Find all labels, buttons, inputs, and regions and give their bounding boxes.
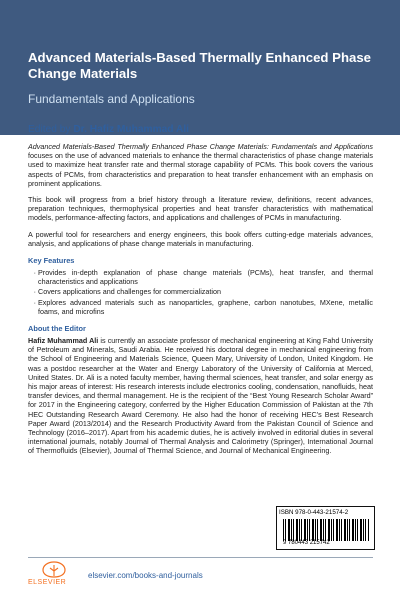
description-paragraph-2: This book will progress from a brief history through a literature review, definitions, recent advances, preparation techniques, thermophysical properties and heat transfer characteristics with mathematical models, performance-affecting factors, and applications and challenges of PCMs in manufacturing. [28,195,373,223]
footer [28,560,373,590]
back-cover-body [28,142,373,463]
about-editor-title: About the Editor [28,324,86,334]
elsevier-tree-icon [28,560,80,580]
description-paragraph-3: A powerful tool for researchers and energy engineers, this book offers cutting-edge materials advances, analysis, and applications of phase change materials in manufacturing. [28,229,373,248]
editor-name: Dr. Hafiz Muhammad Ali [73,124,189,135]
book-subtitle: Fundamentals and Applications [28,92,195,106]
about-editor-text [28,336,373,456]
description-paragraph-1 [28,142,373,188]
about-editor-name: Hafiz Muhammad Ali [28,336,99,346]
key-features-title: Key Features [28,256,75,266]
about-editor-bio: is currently an associate professor of mechanical engineering at King Fahd University of Petroleum and Minerals, Saudi Arabia. He received his doctoral degree in mechanical engineering from the School of Engineering and Materials Science, Queen Mary, University of London, United Kingdom. He was a postdoc researcher at the Water and Energy Laboratory of the University of California at Merced, United States. Dr. Ali is a noted faculty member, having thermal sciences, heat transfer, and solar energy as his major areas of interest: His research interests include electronics cooling, condensation, nanofluids, heat transfer devices, and thermal management. He is the recipient of the “Best Young Research Scholar Award” for 2017 in the Engineering category, conferred by the Higher Education Commission of Pakistan at the 7th HEC Outstanding Research Award Ceremony. He also had the honor of receiving HEC's Best Research Paper Award (2013/2014) and the Research Productivity Award from the Pakistan Council of Science and Technology (2016–2017). Apart from his academic duties, he is actively involved in editorial duties in several international journals, notably Journal of Thermal Analysis and Calorimetry (Springer), International Journal of Thermofluids (Elsevier), Journal of Thermal Science, and Journal of Mechanical Engineering. [28,336,373,456]
editor-line [28,124,373,135]
cover-header-band [0,0,400,135]
isbn-barcode-box [276,506,375,550]
description-text-1: focuses on the use of advanced materials to enhance the thermal characteristics of phase change materials used to maximize heat transfer rate and thermal storage capability of PCMs. This book covers the various aspects of PCMs, from characteristics and preparation to heat transfer enhancement with an emphasis on prominent applications. [28,151,373,188]
barcode-icon [283,519,369,541]
key-feature-item: • Provides in-depth explanation of phase change materials (PCMs), heat transfer, and thermal characteristics and applications [38,268,373,286]
description-book-title: Advanced Materials-Based Thermally Enhanced Phase Change Materials: Fundamentals and Applications [28,142,373,151]
about-editor-section [28,324,373,456]
key-feature-item: • Explores advanced materials such as nanoparticles, graphene, carbon nanotubes, MXene, metallic foams, and microfins [38,298,373,316]
book-title: Advanced Materials-Based Thermally Enhanced Phase Change Materials [28,50,372,81]
publisher-url[interactable]: elsevier.com/books-and-journals [88,571,203,580]
elsevier-wordmark: ELSEVIER [28,579,67,586]
key-features-section [28,256,373,316]
editor-label: Edited by [28,124,71,135]
elsevier-logo [28,560,80,588]
footer-divider [28,557,373,558]
isbn-digits: 9 780443 215742 [283,540,330,546]
key-features-list [28,268,373,316]
isbn-label: ISBN 978-0-443-21574-2 [279,509,349,516]
key-feature-item: • Covers applications and challenges for commercialization [38,287,373,296]
